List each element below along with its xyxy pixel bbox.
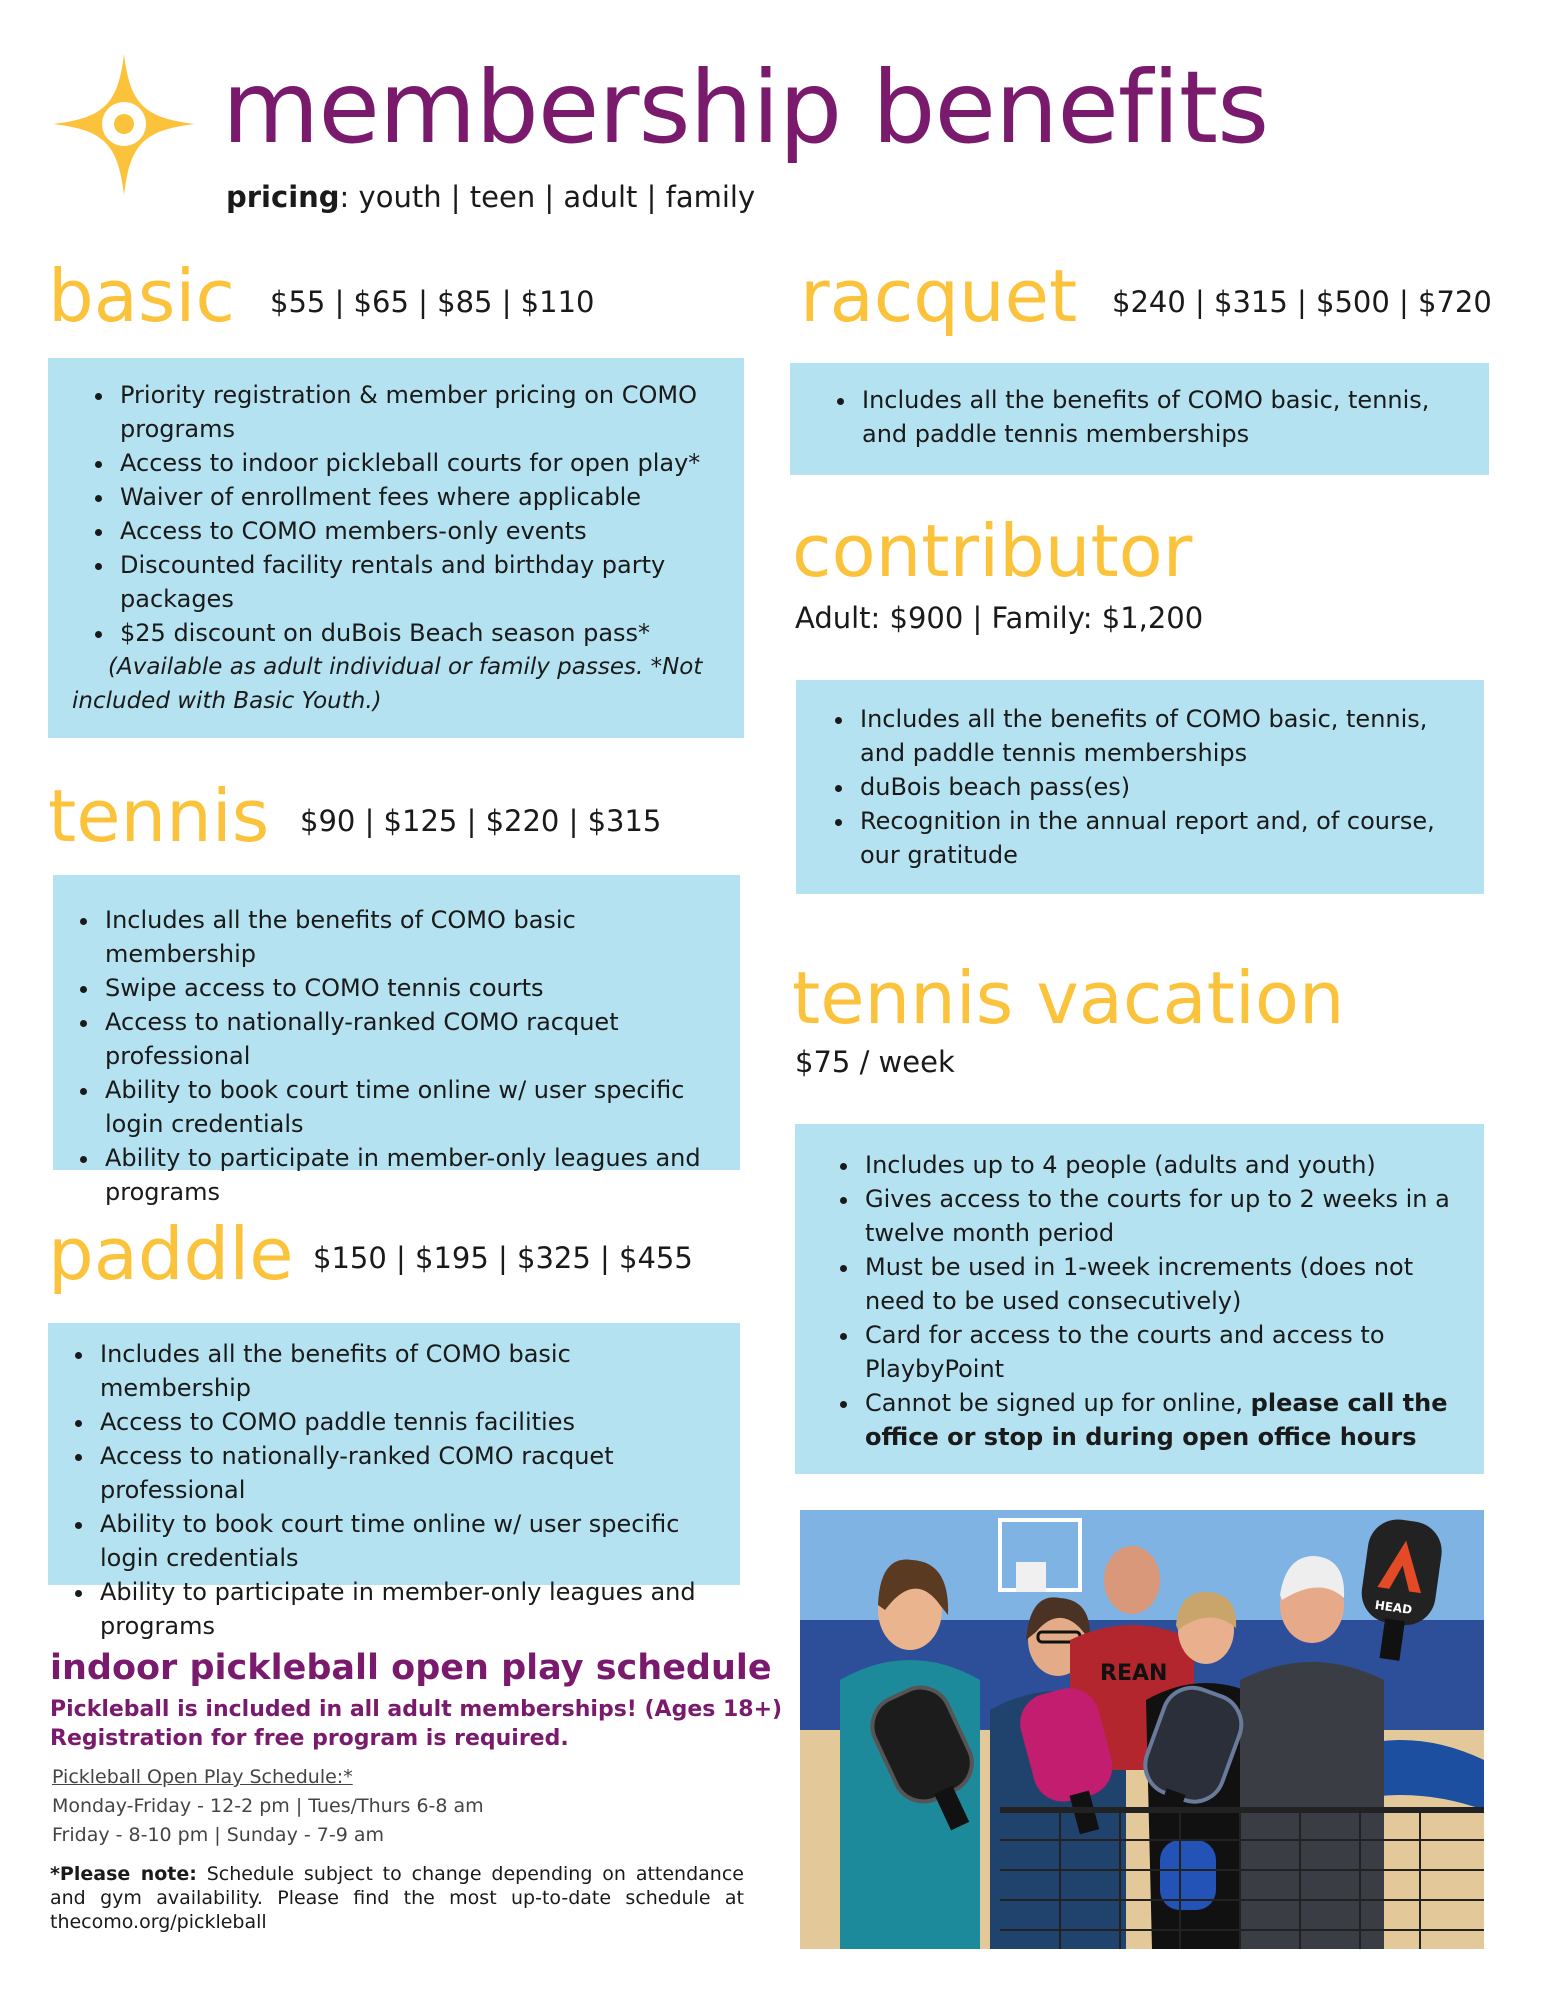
shirt-text: REAN: [1100, 1661, 1168, 1686]
paddle-benefits-list: [48, 1337, 721, 1643]
tennis-vacation-benefits-list: [813, 1148, 1461, 1454]
list-item: • Card for access to the courts and access to PlaybyPoint: [861, 1318, 1461, 1386]
list-item: • Must be used in 1-week increments (does not need to be used consecutively): [861, 1250, 1461, 1318]
schedule-line-2: Friday - 8-10 pm | Sunday - 7-9 am: [52, 1824, 384, 1846]
list-item: • Ability to book court time online w/ user specific login credentials: [101, 1073, 721, 1141]
list-item: • Gives access to the courts for up to 2 weeks in a twelve month period: [861, 1182, 1461, 1250]
list-item: • Access to COMO paddle tennis facilities: [96, 1405, 721, 1439]
pickleball-heading: indoor pickleball open play schedule: [50, 1648, 772, 1688]
list-item: • Includes all the benefits of COMO basic membership: [96, 1337, 721, 1405]
list-item: • Access to nationally-ranked COMO racquet professional: [96, 1439, 721, 1507]
list-item: • Waiver of enrollment fees where applicable: [116, 480, 716, 514]
racquet-heading: racquet: [800, 254, 1078, 338]
tennis-benefits-list: [53, 903, 721, 1209]
tennis-heading: tennis: [48, 774, 270, 858]
list-item: • Recognition in the annual report and, of course, our gratitude: [856, 804, 1456, 872]
pickleball-group-photo: [800, 1510, 1484, 1949]
tennis-vacation-price: $75 / week: [795, 1045, 955, 1079]
schedule-title: Pickleball Open Play Schedule:*: [52, 1766, 353, 1788]
star-logo-icon: [52, 52, 197, 197]
tennis-price: $90 | $125 | $220 | $315: [300, 804, 662, 838]
list-item: • Priority registration & member pricing on COMO programs: [116, 378, 716, 446]
racquet-benefits-list: [810, 383, 1458, 451]
contributor-benefits-list: [808, 702, 1456, 872]
tennis-vacation-heading: tennis vacation: [792, 956, 1345, 1040]
page-title: membership benefits: [222, 49, 1269, 166]
list-item: • Access to COMO members-only events: [116, 514, 716, 548]
pickleball-subheading-2: Registration for free program is required.: [50, 1726, 569, 1751]
schedule-line-1: Monday-Friday - 12-2 pm | Tues/Thurs 6-8 am: [52, 1795, 484, 1817]
paddle-price: $150 | $195 | $325 | $455: [313, 1241, 693, 1275]
racquet-benefits-box: [790, 363, 1489, 475]
tennis-benefits-box: [53, 875, 740, 1206]
list-item: • Ability to participate in member-only leagues and programs: [96, 1575, 721, 1643]
list-item: • Access to nationally-ranked COMO racquet professional: [101, 1005, 721, 1073]
pickleball-subheading-1: Pickleball is included in all adult memberships! (Ages 18+): [50, 1697, 783, 1722]
list-item: • Cannot be signed up for online, please call the office or stop in during open office hours: [861, 1386, 1461, 1454]
racquet-price: $240 | $315 | $500 | $720: [1112, 285, 1492, 319]
list-item: • Ability to participate in member-only leagues and programs: [101, 1141, 721, 1209]
list-item: • Includes all the benefits of COMO basic membership: [101, 903, 721, 971]
paddle-heading: paddle: [48, 1212, 294, 1296]
basic-note: (Available as adult individual or family passes. *Not included with Basic Youth.): [72, 654, 703, 714]
list-item: • Swipe access to COMO tennis courts: [101, 971, 721, 1005]
list-item: • Ability to book court time online w/ user specific login credentials: [96, 1507, 721, 1575]
schedule-note: *Please note: Schedule subject to change depending on attendance and gym availability. Please find the most up-to-date schedule at thecomo.org/pickleball: [50, 1863, 744, 1933]
basic-benefits-box: [48, 358, 744, 738]
basic-benefits-list: [68, 378, 716, 650]
paddle-brand-text: HEAD: [1373, 1597, 1414, 1617]
group-photo-illustration: [800, 1510, 1484, 1949]
contributor-heading: contributor: [792, 509, 1193, 593]
list-item: • $25 discount on duBois Beach season pass*: [116, 616, 716, 650]
tennis-vacation-benefits-box: [795, 1124, 1484, 1474]
list-item: • duBois beach pass(es): [856, 770, 1456, 804]
paddle-benefits-box: [48, 1323, 740, 1640]
list-item: • Includes all the benefits of COMO basic, tennis, and paddle tennis memberships: [856, 702, 1456, 770]
basic-heading: basic: [48, 254, 235, 338]
list-item: • Access to indoor pickleball courts for open play*: [116, 446, 716, 480]
basic-price: $55 | $65 | $85 | $110: [270, 285, 595, 319]
list-item: • Discounted facility rentals and birthday party packages: [116, 548, 716, 616]
list-item: • Includes all the benefits of COMO basic, tennis, and paddle tennis memberships: [858, 383, 1458, 451]
pricing-legend: pricing: youth | teen | adult | family: [226, 180, 756, 214]
list-item: • Includes up to 4 people (adults and youth): [861, 1148, 1461, 1182]
contributor-benefits-box: [796, 680, 1484, 894]
contributor-price: Adult: $900 | Family: $1,200: [795, 601, 1204, 635]
